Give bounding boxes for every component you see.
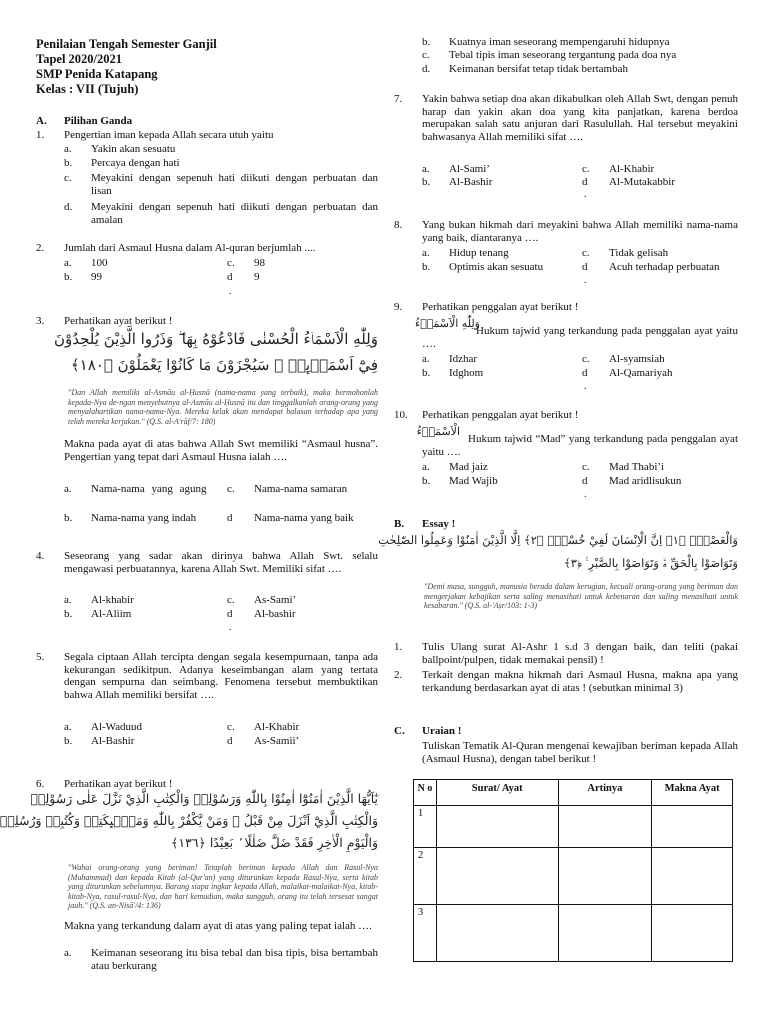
quran-fragment: وَلِلّٰهِ الْاَسْمَاۤءُ bbox=[415, 317, 480, 330]
answer-cell[interactable] bbox=[436, 806, 558, 848]
question-number: 6. bbox=[36, 778, 45, 790]
question-text: Perhatikan ayat berikut ! bbox=[64, 315, 173, 327]
question-number: 1. bbox=[36, 129, 45, 141]
section-a-title: Pilihan Ganda bbox=[64, 115, 133, 127]
verse-translation: "Wahai orang-orang yang beriman! Tetaplah beriman kepada Allah dan Rasul-Nya (Muhammad) dan kepada Kitab (al-Qur'an) yang diturunkan kepada Rasul-Nya, serta kitab yang diturunkan sebelumnya. Barang siapa ingkar kepada Allah, malaikat-malaikat-Nya, kitab-kitab-Nya, rasul-rasul-Nya, dan hari kemudian, maka sungguh, orang itu telah tersesat sangat jauh." (Q.S. an-Nisā'/4: 136) bbox=[68, 863, 378, 910]
question-3: 3. Perhatikan ayat berikut ! وَلِلّٰهِ الْاَسْمَاۤءُ الْحُسْنٰى فَادْعُوْهُ بِهَا ۖ وَذَرُوا الَّذِيْنَ يُلْحِدُوْنَ فِيْٓ اَسْمَاۤىِٕهٖ ۗ سَيُجْزَوْنَ مَا كَانُوْا يَعْمَلُوْنَ ﴿١٨٠﴾ "Dan Allah memiliki al-Asmāu al-Ḥusnā (nama-nama yang terbaik), maka bermohonlah kepada-Nya de-ngan menyebutnya al-Asmāu al-Ḥusnā itu dan tinggalkanlah orang-orang yang menyalahartikan nama-nama-Nya. Mereka kelak akan mendapat balasan terhadap apa yang telah mereka kerjakan." (Q.S. al-A'rāf/7: 180) Makna pada ayat di atas bahwa Allah Swt memiliki “Asmaul husna”. Pengertian yang tepat dari Asmaul Husna ialah …. a. Nama-nama yang agung b. Nama-nama yang indah c. Nama-nama samaran d Nama-nama yang baik bbox=[36, 315, 378, 524]
question-number: 5. bbox=[36, 651, 45, 663]
question-text: Yakin bahwa setiap doa akan dikabulkan oleh Allah Swt, dengan penuh harap dan yakin akan doa yang kita panjatkan, karena berdoa merupakan salah satu anjuran dari Rasulullah. Hal tersebut meyakini bahwasanya Allah memiliki sifat …. bbox=[422, 93, 738, 143]
quran-verse-line-2: وَالْكِتٰبِ الَّذِيْٓ اَنْزَلَ مِنْ قَبْلُ ۗ وَمَنْ يَّكْفُرْ بِاللّٰهِ وَمَلٰۤىِٕكَتِهٖ وَكُتُبِهٖ وَرُسُلِهٖ bbox=[0, 813, 378, 828]
question-text: Perhatikan ayat berikut ! bbox=[64, 778, 173, 790]
question-6-continued: b. Kuatnya iman seseorang mempengaruhi hidupnya c. Tebal tipis iman seseorang tergantung pada doa nya d. Keimanan bersifat tetap tidak bertambah bbox=[422, 36, 677, 75]
question-10: 10. Perhatikan penggalan ayat berikut ! الْاَسْمَاۤءُ Hukum tajwid “Mad” yang terkandung pada penggalan ayat yaitu …. a. Mad jaiz b. Mad Wajib c. Mad Thabi’i d Mad aridlisukun . bbox=[394, 409, 738, 500]
question-text: Perhatikan penggalan ayat berikut ! bbox=[422, 301, 579, 313]
question-text: Yang bukan hikmah dari meyakini bahwa Allah memiliki nama-nama yang baik, diantaranya …. bbox=[422, 219, 738, 244]
question-text-2: Makna pada ayat di atas bahwa Allah Swt memiliki “Asmaul husna”. Pengertian yang tepat dari Asmaul Husna ialah …. bbox=[64, 438, 378, 463]
question-text: Segala ciptaan Allah tercipta dengan segala kesempurnaan, tanpa ada kekurangan sedikitpun. Adanya keseimbangan alam yang tertata dengan sempurna dan seimbang. Fenomena tersebut membuktikan bahwa Allah memiliki bersifat …. bbox=[64, 651, 378, 701]
quran-verse-line-3: وَالْيَوْمِ الْاٰخِرِ فَقَدْ ضَلَّ ضَلٰلًا ۢ بَعِيْدًا ﴿١٣٦﴾ bbox=[171, 835, 378, 850]
section-a-letter: A. bbox=[36, 115, 47, 127]
question-6: 6. Perhatikan ayat berikut ! يٰٓاَيُّهَا الَّذِيْنَ اٰمَنُوْٓا اٰمِنُوْا بِاللّٰهِ وَرَسُوْلِهٖ وَالْكِتٰبِ الَّذِيْ نَزَّلَ عَلٰى رَسُوْلِهٖ وَالْكِتٰبِ الَّذِيْٓ اَنْزَلَ مِنْ قَبْلُ ۗ وَمَنْ يَّكْفُرْ بِاللّٰهِ وَمَلٰۤىِٕكَتِهٖ وَكُتُبِهٖ وَرُسُلِهٖ وَالْيَوْمِ الْاٰخِرِ فَقَدْ ضَلَّ ضَلٰلًا ۢ بَعِيْدًا ﴿١٣٦﴾ "Wahai orang-orang yang beriman! Tetaplah beriman kepada Allah dan Rasul-Nya (Muhammad) dan kepada Kitab (al-Qur'an) yang diturunkan kepada Rasul-Nya, serta kitab yang diturunkan sebelumnya. Barang siapa ingkar kepada Allah, malaikat-malaikat-Nya, kitab-kitab-Nya, rasul-rasul-Nya, dan hari kemudian, maka sungguh, orang itu telah tersesat sangat jauh." (Q.S. an-Nisā'/4: 136) Makna yang terkandung dalam ayat di atas yang paling tepat ialah …. a. Keimanan seseorang itu bisa tebal dan bisa tipis, bisa bertambah atau berkurang bbox=[0, 778, 378, 972]
question-number: 4. bbox=[36, 550, 45, 562]
question-text: Pengertian iman kepada Allah secara utuh yaitu bbox=[64, 129, 274, 141]
answer-cell[interactable] bbox=[652, 848, 733, 905]
question-7: 7. Yakin bahwa setiap doa akan dikabulkan oleh Allah Swt, dengan penuh harap dan yakin akan doa yang kita panjatkan, karena berdoa merupakan salah satu anjuran dari Rasulullah. Hal tersebut meyakini bahwasanya Allah memiliki sifat …. a. Al-Sami’ b. Al-Bashir c. Al-Khabir d Al-Mutakabbir . bbox=[394, 93, 738, 200]
question-4: 4. Seseorang yang sadar akan dirinya bahwa Allah Swt. selalu mengawasi perbuatannya, karena Allah Swt. Memiliki sifat …. a. Al-khabir b. Al-Aliim c. As-Sami’ d Al-bashir . bbox=[36, 550, 378, 633]
essay-question-1: 1. Tulis Ulang surat Al-Ashr 1 s.d 3 dengan baik, dan teliti (pakai ballpoint/pulpen, tidak memakai pensil) ! bbox=[394, 641, 738, 666]
table-row: 1 bbox=[414, 806, 733, 848]
quran-verse-line-1: يٰٓاَيُّهَا الَّذِيْنَ اٰمَنُوْٓا اٰمِنُوْا بِاللّٰهِ وَرَسُوْلِهٖ وَالْكِتٰبِ الَّذِيْ نَزَّلَ عَلٰى رَسُوْلِهٖ bbox=[30, 791, 378, 806]
header-year: Tapel 2020/2021 bbox=[36, 52, 123, 66]
essay-verse-translation: "Demi masa, sungguh, manusia berada dalam kerugian, kecuali orang-orang yang beriman dan mengerjakan kebajikan serta saling menasihati untuk kebenaran dan saling menasihati untuk kesabaran." (Q.S. al-'Aṣr/103: 1-3) bbox=[424, 582, 738, 610]
question-9: 9. Perhatikan penggalan ayat berikut ! وَلِلّٰهِ الْاَسْمَاۤءُ Hukum tajwid yang terkandung pada penggalan ayat yaitu …. a. Idzhar b. Idghom c. Al-syamsiah d Al-Qamariyah . bbox=[394, 301, 738, 392]
question-text-2: Hukum tajwid “Mad” yang terkandung pada penggalan ayat yaitu …. bbox=[422, 433, 738, 458]
section-c-title: Uraian ! bbox=[422, 725, 462, 737]
question-number: 3. bbox=[36, 315, 45, 327]
answer-cell[interactable] bbox=[652, 905, 733, 962]
answer-cell[interactable] bbox=[558, 806, 652, 848]
question-text-2: Makna yang terkandung dalam ayat di atas yang paling tepat ialah …. bbox=[64, 920, 372, 932]
answer-cell[interactable] bbox=[558, 848, 652, 905]
answer-cell[interactable] bbox=[558, 905, 652, 962]
section-c-letter: C. bbox=[394, 725, 405, 737]
quran-fragment: الْاَسْمَاۤءُ bbox=[416, 425, 460, 438]
answer-cell[interactable] bbox=[652, 806, 733, 848]
header-school: SMP Penida Katapang bbox=[36, 67, 158, 81]
col-header-no: N o bbox=[414, 780, 437, 806]
quran-verse-line-2: فِيْٓ اَسْمَاۤىِٕهٖ ۗ سَيُجْزَوْنَ مَا كَانُوْا يَعْمَلُوْنَ ﴿١٨٠﴾ bbox=[70, 356, 378, 374]
essay-verse-line-1: وَالْعَصْرِۙ ﴿١﴾ اِنَّ الْاِنْسَانَ لَفِيْ خُسْرٍۙ ﴿٢﴾ اِلَّا الَّذِيْنَ اٰمَنُوْا وَعَمِلُوا الصّٰلِحٰتِ bbox=[378, 533, 738, 547]
question-number: 7. bbox=[394, 93, 403, 105]
question-text: Perhatikan penggalan ayat berikut ! bbox=[422, 409, 579, 421]
question-5: 5. Segala ciptaan Allah tercipta dengan segala kesempurnaan, tanpa ada kekurangan sedikitpun. Adanya keseimbangan alam yang tertata dengan sempurna dan seimbang. Fenomena tersebut membuktikan bahwa Allah memiliki bersifat …. a. Al-Waduud b. Al-Bashir c. Al-Khabir d As-Samii’ bbox=[36, 651, 378, 747]
question-8: 8. Yang bukan hikmah dari meyakini bahwa Allah memiliki nama-nama yang baik, diantaranya …. a. Hidup tenang b. Optimis akan sesuatu c. Tidak gelisah d Acuh terhadap perbuatan . bbox=[394, 219, 738, 286]
question-number: 2. bbox=[36, 242, 45, 254]
question-number: 10. bbox=[394, 409, 408, 421]
header-title: Penilaian Tengah Semester Ganjil bbox=[36, 37, 217, 51]
question-1: 1. Pengertian iman kepada Allah secara utuh yaitu a. Yakin akan sesuatu b. Percaya dengan hati c. Meyakini dengan sepenuh hati diikuti dengan perbuatan dan lisan d. Meyakini dengan sepenuh hati diikuti dengan perbuatan dan amalan bbox=[36, 129, 378, 226]
header-class: Kelas : VII (Tujuh) bbox=[36, 82, 139, 96]
col-header-makna: Makna Ayat bbox=[652, 780, 733, 806]
answer-cell[interactable] bbox=[436, 905, 558, 962]
answer-cell[interactable] bbox=[436, 848, 558, 905]
table-row: 3 bbox=[414, 905, 733, 962]
essay-question-2: 2. Terkait dengan makna hikmah dari Asmaul Husna, makna apa yang terkandung berdasarkan ayat di atas ! (sebutkan minimal 3) bbox=[394, 669, 738, 694]
essay-verse-line-2: وَتَوَاصَوْا بِالْحَقِّ ەۙ وَتَوَاصَوْا بِالصَّبْرِ ࣖ ﴿٣﴾ bbox=[563, 556, 738, 570]
section-b-title: Essay ! bbox=[422, 518, 456, 530]
section-c-instruction: Tuliskan Tematik Al-Quran mengenai kewajiban beriman kepada Allah (Asmaul Husna), dengan tabel berikut ! bbox=[422, 740, 738, 765]
verse-translation: "Dan Allah memiliki al-Asmāu al-Ḥusnā (nama-nama yang terbaik), maka bermohonlah kepada-Nya de-ngan menyebutnya al-Asmāu al-Ḥusnā itu dan tinggalkanlah orang-orang yang menyalahartikan nama-nama-Nya. Mereka kelak akan mendapat balasan terhadap apa yang telah mereka kerjakan." (Q.S. al-A'rāf/7: 180) bbox=[68, 388, 378, 426]
col-header-artinya: Artinya bbox=[558, 780, 652, 806]
question-number: 9. bbox=[394, 301, 403, 313]
quran-verse-line-1: وَلِلّٰهِ الْاَسْمَاۤءُ الْحُسْنٰى فَادْعُوْهُ بِهَا ۖ وَذَرُوا الَّذِيْنَ يُلْحِدُوْنَ bbox=[53, 330, 378, 348]
question-number: 8. bbox=[394, 219, 403, 231]
question-text: Jumlah dari Asmaul Husna dalam Al-quran berjumlah .... bbox=[64, 242, 316, 254]
answer-table bbox=[413, 779, 733, 962]
col-header-surat: Surat/ Ayat bbox=[436, 780, 558, 806]
table-row: 2 bbox=[414, 848, 733, 905]
question-text: Seseorang yang sadar akan dirinya bahwa Allah Swt. selalu mengawasi perbuatannya, karena Allah Swt. Memiliki sifat …. bbox=[64, 550, 378, 575]
question-text-2: Hukum tajwid yang terkandung pada penggalan ayat yaitu …. bbox=[422, 325, 738, 350]
section-b-letter: B. bbox=[394, 518, 405, 530]
question-2: 2. Jumlah dari Asmaul Husna dalam Al-quran berjumlah .... a. 100 b. 99 c. 98 d 9 . bbox=[36, 242, 378, 302]
